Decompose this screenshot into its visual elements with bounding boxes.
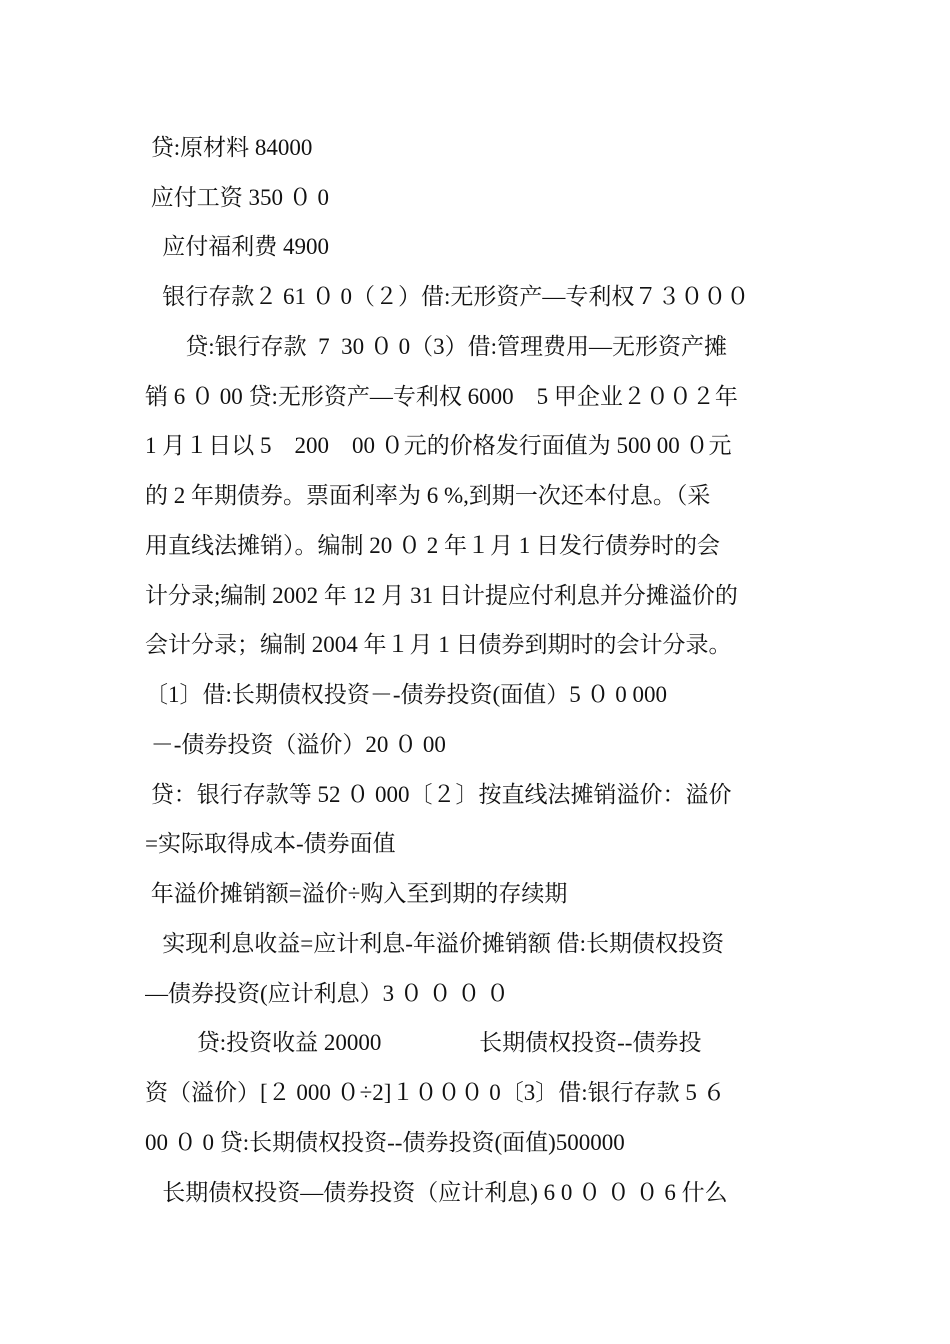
text-line: —债券投资(应计利息）3 ０ ０ ０ ０ <box>145 981 510 1006</box>
text-line: 长期债权投资—债券投资（应计利息) 6 0 ０ ０ ０ 6 什么 <box>145 1180 728 1205</box>
text-line: 实现利息收益=应计利息-年溢价摊销额 借:长期债权投资 <box>145 931 725 956</box>
text-line: 销 6 ０ 00 贷:无形资产—专利权 6000 5 甲企业２００２年 <box>145 384 738 409</box>
text-line: 贷:投资收益 20000 长期债权投资--债券投 <box>145 1030 702 1055</box>
text-line: 贷:银行存款 7 30 ０ 0（3）借:管理费用—无形资产摊 <box>145 334 728 359</box>
text-line: 贷：银行存款等 52 ０ 000〔２〕按直线法摊销溢价：溢价 <box>145 782 732 807</box>
text-line: 的 2 年期债券。票面利率为 6 %,到期一次还本付息。（采 <box>145 483 711 508</box>
text-line: 资（溢价）[２ 000 ０÷2]１０００ 0〔3〕借:银行存款 5 ６ <box>145 1080 726 1105</box>
text-line: 用直线法摊销）。编制 20 ０ 2 年１月 1 日发行债券时的会 <box>145 533 720 558</box>
text-line: －-债券投资（溢价）20 ０ 00 <box>145 732 446 757</box>
text-line: 1 月１日以 5 200 00 ０元的价格发行面值为 500 00 ０元 <box>145 433 732 458</box>
text-line: 〔1〕借:长期债权投资－-债券投资(面值）5 ０ 0 000 <box>145 682 667 707</box>
text-line: 贷:原材料 84000 <box>145 135 313 160</box>
text-line: =实际取得成本-债券面值 <box>145 831 396 856</box>
text-line: 应付福利费 4900 <box>145 234 329 259</box>
text-line: 年溢价摊销额=溢价÷购入至到期的存续期 <box>145 881 568 906</box>
text-line: 会计分录；编制 2004 年１月 1 日债券到期时的会计分录。 <box>145 632 732 657</box>
text-line: 00 ０ 0 贷:长期债权投资--债券投资(面值)500000 <box>145 1130 625 1155</box>
text-line: 银行存款２ 61 ０ 0（２）借:无形资产—专利权７３０００ <box>145 284 750 309</box>
text-line: 计分录;编制 2002 年 12 月 31 日计提应付利息并分摊溢价的 <box>145 583 738 608</box>
text-line: 应付工资 350 ０ 0 <box>145 185 329 210</box>
